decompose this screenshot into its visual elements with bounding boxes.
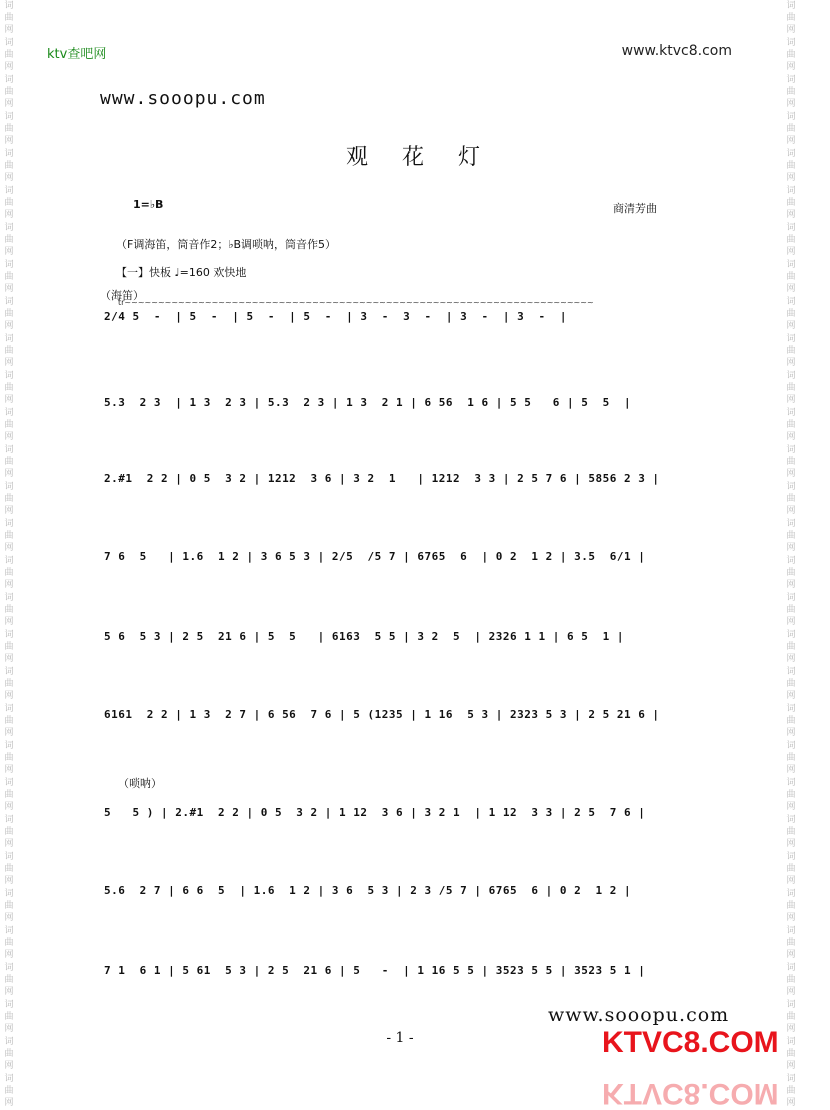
composer-credit: 商清芳曲 xyxy=(613,202,657,215)
score-line-notes: 7 6 5 | 1.6 1 2 | 3 6 5 3 | 2/5 /5 7 | 6765 6 | 0 2 1 2 | 3.5 6/1 | xyxy=(104,550,646,563)
watermark-char: 网 xyxy=(4,136,14,146)
watermark-char: 词 xyxy=(4,75,14,85)
watermark-char: 词 xyxy=(786,334,796,344)
watermark-char: 曲 xyxy=(786,235,796,245)
watermark-char: 网 xyxy=(4,210,14,220)
watermark-char: 网 xyxy=(4,876,14,886)
watermark-char: 曲 xyxy=(786,420,796,430)
watermark-char: 曲 xyxy=(4,50,14,60)
ktvc8-logo-graphic xyxy=(600,1022,779,1110)
tempo-marking: 【一】快板 ♩=160 欢快地 xyxy=(116,266,247,279)
watermark-char: 网 xyxy=(786,1024,796,1034)
watermark-char: 网 xyxy=(4,765,14,775)
watermark-char: 网 xyxy=(4,1061,14,1071)
watermark-char: 词 xyxy=(786,704,796,714)
watermark-char: 曲 xyxy=(4,87,14,97)
watermark-char: 曲 xyxy=(4,235,14,245)
watermark-char: 词 xyxy=(786,297,796,307)
watermark-char: 词 xyxy=(786,556,796,566)
watermark-char: 网 xyxy=(786,284,796,294)
watermark-char: 曲 xyxy=(786,679,796,689)
watermark-char: 词 xyxy=(4,926,14,936)
watermark-char: 曲 xyxy=(786,938,796,948)
watermark-char: 词 xyxy=(786,112,796,122)
watermark-char: 词 xyxy=(4,334,14,344)
watermark-char: 网 xyxy=(786,358,796,368)
watermark-char: 曲 xyxy=(786,790,796,800)
watermark-char: 词 xyxy=(4,704,14,714)
watermark-char: 词 xyxy=(4,667,14,677)
watermark-char: 曲 xyxy=(4,531,14,541)
score-line xyxy=(104,298,700,338)
watermark-char: 词 xyxy=(4,778,14,788)
watermark-char: 网 xyxy=(4,99,14,109)
watermark-char: 网 xyxy=(4,543,14,553)
score-line-notes: 5 6 5 3 | 2 5 21 6 | 5 5 | 6163 5 5 | 3 2 5 | 2326 1 1 | 6 5 1 | xyxy=(104,630,624,643)
watermark-char: 网 xyxy=(786,839,796,849)
header-site-name[interactable]: ktv查吧网 xyxy=(47,47,107,62)
watermark-char: 网 xyxy=(786,25,796,35)
watermark-char: 网 xyxy=(786,173,796,183)
watermark-char: 词 xyxy=(4,852,14,862)
instrument-note: （F调海笛，筒音作2；♭B调唢呐，筒音作5） xyxy=(116,238,337,251)
watermark-char: 曲 xyxy=(786,13,796,23)
watermark-char: 曲 xyxy=(786,901,796,911)
watermark-char: 词 xyxy=(4,482,14,492)
watermark-char: 词 xyxy=(4,1000,14,1010)
key-signature: 1=♭B xyxy=(133,198,164,211)
watermark-char: 曲 xyxy=(4,605,14,615)
watermark-char: 词 xyxy=(786,778,796,788)
source-site-url: www.sooopu.com xyxy=(100,88,266,109)
watermark-char: 网 xyxy=(786,654,796,664)
watermark-char: 词 xyxy=(786,1000,796,1010)
header-site-url[interactable]: www.ktvc8.com xyxy=(621,43,732,59)
watermark-char: 网 xyxy=(786,802,796,812)
watermark-char: 曲 xyxy=(4,124,14,134)
watermark-char: 词 xyxy=(4,1037,14,1047)
watermark-char: 词 xyxy=(4,445,14,455)
watermark-char: 网 xyxy=(4,62,14,72)
watermark-char: 网 xyxy=(4,654,14,664)
watermark-char: 网 xyxy=(4,913,14,923)
score-line-notes: 2/4 5 - | 5 - | 5 - | 5 - | 3 - 3 - | 3 - | 3 - | xyxy=(104,310,567,323)
watermark-char: 网 xyxy=(786,469,796,479)
score-line xyxy=(104,542,700,578)
watermark-char: 网 xyxy=(4,1098,14,1108)
watermark-char: 词 xyxy=(786,1037,796,1047)
watermark-char: 网 xyxy=(786,1061,796,1071)
watermark-char: 曲 xyxy=(4,790,14,800)
score-line-notes: 5.6 2 7 | 6 6 5 | 1.6 1 2 | 3 6 5 3 | 2 3 /5 7 | 6765 6 | 0 2 1 2 | xyxy=(104,884,632,897)
watermark-char: 曲 xyxy=(4,901,14,911)
watermark-char: 词 xyxy=(4,519,14,529)
song-title: 观花灯 xyxy=(345,145,514,170)
watermark-char: 曲 xyxy=(786,531,796,541)
watermark-char: 词 xyxy=(4,371,14,381)
watermark-char: 曲 xyxy=(4,679,14,689)
watermark-char: 曲 xyxy=(4,716,14,726)
watermark-char: 网 xyxy=(4,691,14,701)
watermark-char: 词 xyxy=(786,1,796,11)
watermark-char: 网 xyxy=(786,987,796,997)
watermark-char: 曲 xyxy=(786,346,796,356)
watermark-char: 曲 xyxy=(4,1086,14,1096)
watermark-char: 曲 xyxy=(786,1049,796,1059)
watermark-char: 曲 xyxy=(786,975,796,985)
watermark-char: 词 xyxy=(4,408,14,418)
watermark-char: 曲 xyxy=(786,568,796,578)
watermark-char: 曲 xyxy=(4,161,14,171)
watermark-char: 网 xyxy=(786,913,796,923)
watermark-char: 曲 xyxy=(786,642,796,652)
watermark-char: 词 xyxy=(786,38,796,48)
watermark-char: 词 xyxy=(4,260,14,270)
watermark-char: 网 xyxy=(4,987,14,997)
watermark-char: 词 xyxy=(786,519,796,529)
watermark-char: 网 xyxy=(4,580,14,590)
logo-text-main: KTVC8.COM xyxy=(602,1026,779,1059)
watermark-char: 网 xyxy=(4,247,14,257)
watermark-char: 词 xyxy=(4,556,14,566)
score-line xyxy=(104,388,700,424)
watermark-char: 词 xyxy=(786,926,796,936)
watermark-char: 网 xyxy=(786,210,796,220)
watermark-char: 曲 xyxy=(4,864,14,874)
watermark-char: 网 xyxy=(786,506,796,516)
watermark-char: 网 xyxy=(786,728,796,738)
watermark-char: 曲 xyxy=(4,420,14,430)
watermark-char: 网 xyxy=(4,728,14,738)
watermark-char: 网 xyxy=(4,284,14,294)
watermark-char: 曲 xyxy=(4,383,14,393)
score-line xyxy=(104,464,700,500)
watermark-char: 曲 xyxy=(786,753,796,763)
watermark-char: 词 xyxy=(786,186,796,196)
watermark-char: 网 xyxy=(4,802,14,812)
watermark-char: 词 xyxy=(4,815,14,825)
watermark-char: 曲 xyxy=(786,161,796,171)
watermark-char: 曲 xyxy=(786,50,796,60)
watermark-char: 词 xyxy=(4,630,14,640)
watermark-char: 曲 xyxy=(786,309,796,319)
watermark-char: 词 xyxy=(4,297,14,307)
ktvc8-logo xyxy=(600,1022,779,1110)
watermark-char: 网 xyxy=(4,321,14,331)
watermark-char: 网 xyxy=(786,395,796,405)
score-line xyxy=(104,700,700,736)
watermark-char: 曲 xyxy=(4,13,14,23)
score-line xyxy=(104,622,700,658)
watermark-char: 网 xyxy=(4,395,14,405)
watermark-char: 曲 xyxy=(786,864,796,874)
watermark-char: 曲 xyxy=(4,1012,14,1022)
watermark-char: 网 xyxy=(4,25,14,35)
watermark-char: 网 xyxy=(4,506,14,516)
watermark-char: 词 xyxy=(786,815,796,825)
watermark-char: 网 xyxy=(786,765,796,775)
watermark-char: 词 xyxy=(786,149,796,159)
watermark-char: 曲 xyxy=(786,198,796,208)
watermark-char: 词 xyxy=(4,593,14,603)
watermark-char: 曲 xyxy=(786,1012,796,1022)
watermark-char: 曲 xyxy=(4,568,14,578)
watermark-char: 曲 xyxy=(786,494,796,504)
watermark-char: 网 xyxy=(786,432,796,442)
watermark-char: 网 xyxy=(786,543,796,553)
watermark-char: 网 xyxy=(4,469,14,479)
score-line-notes: 6161 2 2 | 1 3 2 7 | 6 56 7 6 | 5 (1235 | 1 16 5 3 | 2323 5 3 | 2 5 21 6 | xyxy=(104,708,660,721)
watermark-char: 网 xyxy=(4,173,14,183)
watermark-char: 曲 xyxy=(4,938,14,948)
watermark-char: 词 xyxy=(4,149,14,159)
watermark-char: 曲 xyxy=(4,494,14,504)
watermark-char: 网 xyxy=(786,99,796,109)
watermark-char: 词 xyxy=(786,741,796,751)
watermark-char: 词 xyxy=(786,593,796,603)
watermark-char: 曲 xyxy=(786,87,796,97)
watermark-char: 网 xyxy=(786,691,796,701)
watermark-char: 词 xyxy=(4,186,14,196)
watermark-char: 曲 xyxy=(4,1049,14,1059)
watermark-char: 网 xyxy=(786,876,796,886)
watermark-char: 词 xyxy=(4,1,14,11)
watermark-char: 词 xyxy=(786,223,796,233)
watermark-char: 网 xyxy=(4,839,14,849)
watermark-char: 曲 xyxy=(4,975,14,985)
watermark-char: 词 xyxy=(786,852,796,862)
watermark-char: 网 xyxy=(4,358,14,368)
watermark-char: 网 xyxy=(786,62,796,72)
watermark-char: 词 xyxy=(786,371,796,381)
watermark-char: 词 xyxy=(4,223,14,233)
score-line-notes: 7 1 6 1 | 5 61 5 3 | 2 5 21 6 | 5 - | 1 16 5 5 | 3523 5 5 | 3523 5 1 | xyxy=(104,964,646,977)
watermark-char: 词 xyxy=(4,38,14,48)
score-line xyxy=(104,798,700,834)
watermark-char: 词 xyxy=(786,482,796,492)
score-line-notes: 5.3 2 3 | 1 3 2 3 | 5.3 2 3 | 1 3 2 1 | 6 56 1 6 | 5 5 6 | 5 5 | xyxy=(104,396,632,409)
watermark-char: 曲 xyxy=(4,309,14,319)
watermark-char: 词 xyxy=(786,445,796,455)
watermark-char: 网 xyxy=(786,617,796,627)
watermark-char: 曲 xyxy=(786,1086,796,1096)
watermark-char: 词 xyxy=(4,1074,14,1084)
watermark-char: 词 xyxy=(786,75,796,85)
score-line xyxy=(104,956,700,992)
watermark-char: 曲 xyxy=(4,457,14,467)
watermark-char: 网 xyxy=(4,950,14,960)
watermark-char: 网 xyxy=(786,247,796,257)
watermark-char: 网 xyxy=(4,617,14,627)
watermark-char: 词 xyxy=(786,1074,796,1084)
logo-text-reflection: KTVC8.COM xyxy=(602,1077,779,1110)
watermark-char: 词 xyxy=(4,889,14,899)
watermark-char: 曲 xyxy=(786,457,796,467)
watermark-char: 曲 xyxy=(786,383,796,393)
watermark-char: 曲 xyxy=(786,827,796,837)
footer-site-url: www.sooopu.com xyxy=(548,1004,730,1026)
watermark-char: 曲 xyxy=(4,753,14,763)
watermark-char: 曲 xyxy=(786,272,796,282)
watermark-char: 网 xyxy=(786,1098,796,1108)
watermark-char: 词 xyxy=(4,963,14,973)
watermark-char: 词 xyxy=(786,630,796,640)
score-line xyxy=(104,876,700,912)
watermark-char: 曲 xyxy=(786,605,796,615)
page-number: - 1 - xyxy=(386,1030,414,1046)
trill-mark: tr~~~~~~~~~~~~~~~~~~~~~~~~~~~~~~~~~~~~~~~~~~~~~~~~~~~~~~~~~~~~~~~~~~~~~~ xyxy=(118,298,594,307)
watermark-char: 曲 xyxy=(4,642,14,652)
instrument-label-haidi: （海笛） xyxy=(100,289,144,302)
instrument-label-suona: （唢呐） xyxy=(118,777,162,790)
watermark-char: 词 xyxy=(786,260,796,270)
watermark-char: 曲 xyxy=(4,198,14,208)
watermark-char: 网 xyxy=(786,580,796,590)
watermark-char: 网 xyxy=(786,950,796,960)
watermark-char: 词 xyxy=(786,889,796,899)
watermark-char: 词 xyxy=(4,112,14,122)
watermark-char: 曲 xyxy=(786,124,796,134)
watermark-char: 词 xyxy=(786,408,796,418)
watermark-char: 词 xyxy=(786,963,796,973)
watermark-char: 曲 xyxy=(4,827,14,837)
watermark-char: 词 xyxy=(786,667,796,677)
watermark-char: 网 xyxy=(4,1024,14,1034)
watermark-char: 网 xyxy=(4,432,14,442)
watermark-char: 网 xyxy=(786,321,796,331)
watermark-char: 曲 xyxy=(4,346,14,356)
watermark-char: 词 xyxy=(4,741,14,751)
watermark-char: 曲 xyxy=(4,272,14,282)
watermark-char: 曲 xyxy=(786,716,796,726)
score-line-notes: 2.#1 2 2 | 0 5 3 2 | 1212 3 6 | 3 2 1 | 1212 3 3 | 2 5 7 6 | 5856 2 3 | xyxy=(104,472,660,485)
score-line-notes: 5 5 ) | 2.#1 2 2 | 0 5 3 2 | 1 12 3 6 | 3 2 1 | 1 12 3 3 | 2 5 7 6 | xyxy=(104,806,646,819)
watermark-char: 网 xyxy=(786,136,796,146)
